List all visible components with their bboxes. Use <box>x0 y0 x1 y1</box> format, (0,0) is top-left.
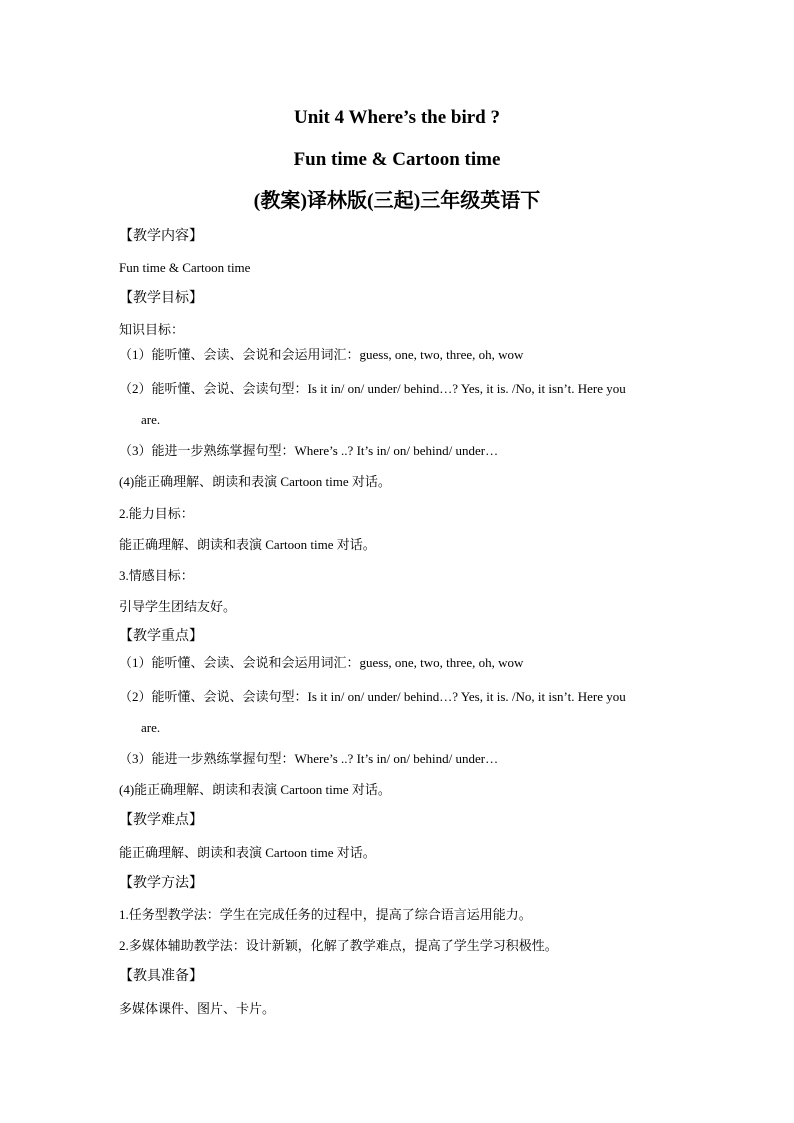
heading-key-points: 【教学重点】 <box>119 629 203 644</box>
goal-ability-label: 2.能力目标： <box>119 506 194 521</box>
heading-difficulties: 【教学难点】 <box>119 813 203 828</box>
key-item-3: （3）能进一步熟练掌握句型：Where’s ..? It’s in/ on/ behind/ under… <box>119 751 499 766</box>
heading-teaching-content: 【教学内容】 <box>119 229 203 244</box>
method-item-2: 2.多媒体辅助教学法：设计新颖，化解了教学难点，提高了学生学习积极性。 <box>119 938 558 953</box>
goal-item-2-cont: are. <box>141 412 161 427</box>
goal-knowledge-label: 知识目标： <box>119 322 185 337</box>
goal-ability-text: 能正确理解、朗读和表演 Cartoon time 对话。 <box>119 537 376 552</box>
doc-title-section: Fun time & Cartoon time <box>293 149 501 170</box>
goal-emotion-text: 引导学生团结友好。 <box>119 599 237 614</box>
goal-item-3: （3）能进一步熟练掌握句型：Where’s ..? It’s in/ on/ behind/ under… <box>119 443 499 458</box>
heading-teaching-goals: 【教学目标】 <box>119 291 203 306</box>
key-item-1: （1）能听懂、会读、会说和会运用词汇：guess, one, two, three, oh, wow <box>119 655 524 670</box>
goal-item-2: （2）能听懂、会说、会读句型：Is it in/ on/ under/ behind…? Yes, it is. /No, it isn’t. Here you <box>119 381 626 396</box>
goal-item-1: （1）能听懂、会读、会说和会运用词汇：guess, one, two, three, oh, wow <box>119 347 524 362</box>
doc-title-unit: Unit 4 Where’s the bird ? <box>293 107 500 128</box>
goal-emotion-label: 3.情感目标： <box>119 568 194 583</box>
goal-item-4: (4)能正确理解、朗读和表演 Cartoon time 对话。 <box>119 474 391 489</box>
doc-title-chinese: (教案)译林版(三起)三年级英语下 <box>253 190 541 212</box>
aids-text: 多媒体课件、图片、卡片。 <box>119 1001 276 1016</box>
content-line: Fun time & Cartoon time <box>119 260 251 275</box>
key-item-2-cont: are. <box>141 720 161 735</box>
method-item-1: 1.任务型教学法：学生在完成任务的过程中，提高了综合语言运用能力。 <box>119 907 532 922</box>
key-item-4: (4)能正确理解、朗读和表演 Cartoon time 对话。 <box>119 782 391 797</box>
heading-teaching-aids: 【教具准备】 <box>119 969 203 984</box>
key-item-2: （2）能听懂、会说、会读句型：Is it in/ on/ under/ behind…? Yes, it is. /No, it isn’t. Here you <box>119 689 626 704</box>
difficulty-text: 能正确理解、朗读和表演 Cartoon time 对话。 <box>119 845 376 860</box>
heading-teaching-methods: 【教学方法】 <box>119 876 203 891</box>
